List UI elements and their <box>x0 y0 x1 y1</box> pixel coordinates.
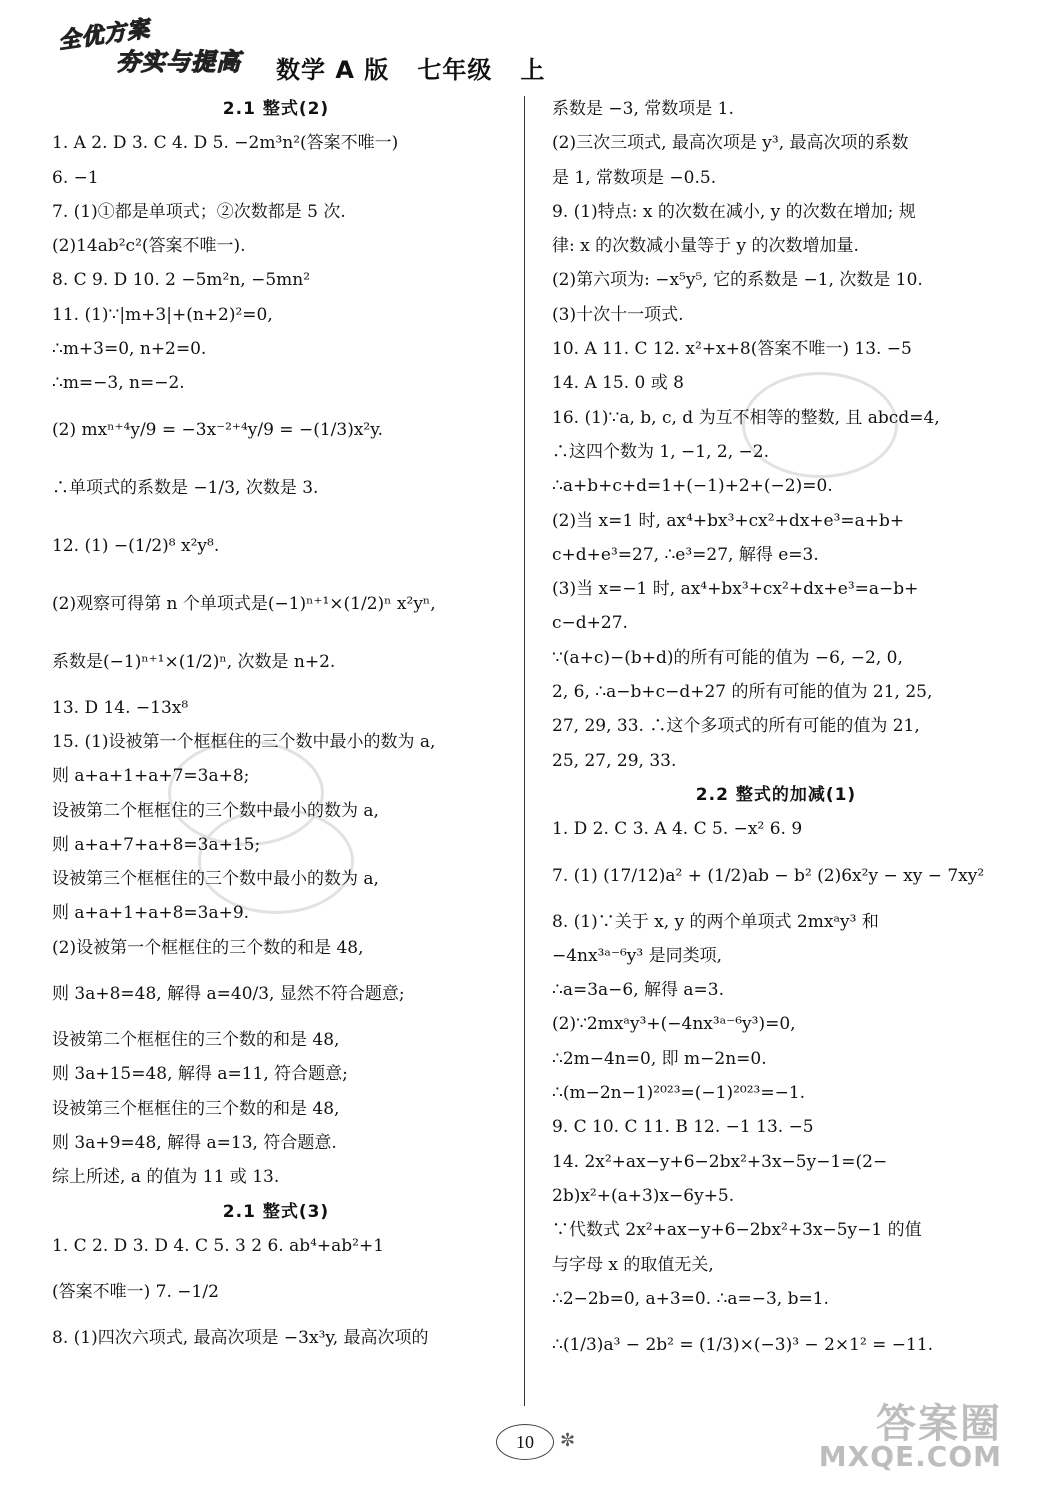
answer-line: c−d+27. <box>552 613 628 634</box>
answer-line: 14. A 15. 0 或 8 <box>552 373 684 394</box>
page-header-title: 数学 A 版 七年级 上 <box>276 56 546 84</box>
answer-line: 16. (1)∵a, b, c, d 为互不相等的整数, 且 abcd=4, <box>552 407 940 428</box>
page-number: 10 <box>496 1424 554 1460</box>
left-answer-column <box>52 92 500 1355</box>
answer-line: ∴单项式的系数是 −1/3, 次数是 3. <box>52 477 319 498</box>
watermark-text: 答案圈 <box>876 1401 1002 1447</box>
section-heading: 2.1 整式(3) <box>222 1201 330 1222</box>
answer-line: 14. 2x²+ax−y+6−2bx²+3x−5y−1=(2− <box>552 1151 888 1172</box>
logo-line-2: 夯实与提高 <box>116 48 241 76</box>
answer-line: 系数是(−1)ⁿ⁺¹×(1/2)ⁿ, 次数是 n+2. <box>52 651 336 672</box>
answer-line: 与字母 x 的取值无关, <box>552 1254 714 1275</box>
answer-line: 2, 6, ∴a−b+c−d+27 的所有可能的值为 21, 25, <box>552 682 933 703</box>
answer-line: 则 3a+15=48, 解得 a=11, 符合题意; <box>52 1064 348 1085</box>
answer-line: ∴(m−2n−1)²⁰²³=(−1)²⁰²³=−1. <box>552 1083 806 1104</box>
answer-line: (3)当 x=−1 时, ax⁴+bx³+cx²+dx+e³=a−b+ <box>552 579 919 600</box>
answer-line: c+d+e³=27, ∴e³=27, 解得 e=3. <box>552 544 819 565</box>
answer-line: (2)∵2mxᵃy³+(−4nx³ᵃ⁻⁶y³)=0, <box>552 1014 796 1035</box>
logo-line-1: 全优方案 <box>56 16 152 55</box>
answer-line: 9. (1)特点: x 的次数在减小, y 的次数在增加; 规 <box>552 201 916 222</box>
answer-line: 1. D 2. C 3. A 4. C 5. −x² 6. 9 <box>552 819 803 840</box>
series-logo <box>50 14 250 76</box>
answer-line: 则 3a+9=48, 解得 a=13, 符合题意. <box>52 1132 337 1153</box>
answer-line: 2b)x²+(a+3)x−6y+5. <box>552 1185 735 1206</box>
site-watermark <box>818 1392 1010 1480</box>
answer-line: (3)十次十一项式. <box>552 304 684 325</box>
answer-line: 15. (1)设被第一个框框住的三个数中最小的数为 a, <box>52 731 436 752</box>
answer-line: 设被第二个框框住的三个数的和是 48, <box>52 1030 340 1051</box>
answer-line: 27, 29, 33. ∴这个多项式的所有可能的值为 21, <box>552 716 920 737</box>
answer-line: ∴这四个数为 1, −1, 2, −2. <box>552 441 769 462</box>
answer-line: ∴m=−3, n=−2. <box>52 373 185 394</box>
answer-line: (2)观察可得第 n 个单项式是(−1)ⁿ⁺¹×(1/2)ⁿ x²yⁿ, <box>52 593 436 614</box>
answer-line: 设被第二个框框住的三个数中最小的数为 a, <box>52 800 379 821</box>
answer-line: 则 a+a+7+a+8=3a+15; <box>52 834 261 855</box>
answer-line: (2)设被第一个框框住的三个数的和是 48, <box>52 937 364 958</box>
answer-line: ∴a=3a−6, 解得 a=3. <box>552 980 725 1001</box>
answer-line: (2)当 x=1 时, ax⁴+bx³+cx²+dx+e³=a+b+ <box>552 510 905 531</box>
column-divider <box>524 96 525 1406</box>
answer-line: 25, 27, 29, 33. <box>552 750 677 771</box>
answer-line: ∴(1/3)a³ − 2b² = (1/3)×(−3)³ − 2×1² = −11. <box>552 1335 934 1356</box>
watermark-url: MXQE.COM <box>818 1440 1002 1473</box>
answer-line: 律: x 的次数减小量等于 y 的次数增加量. <box>552 236 859 257</box>
answer-line: (2)14ab²c²(答案不唯一). <box>52 236 246 257</box>
answer-line: 10. A 11. C 12. x²+x+8(答案不唯一) 13. −5 <box>552 339 912 360</box>
answer-line: (2) mxⁿ⁺⁴y/9 = −3x⁻²⁺⁴y/9 = −(1/3)x²y. <box>52 419 383 440</box>
answer-line: (答案不唯一) 7. −1/2 <box>52 1282 219 1303</box>
answer-line: 11. (1)∵|m+3|+(n+2)²=0, <box>52 304 273 325</box>
answer-line: 系数是 −3, 常数项是 1. <box>552 99 734 119</box>
section-heading: 2.2 整式的加减(1) <box>695 784 857 805</box>
answer-line: 综上所述, a 的值为 11 或 13. <box>52 1167 280 1188</box>
answer-line: ∴m+3=0, n+2=0. <box>52 339 207 360</box>
answer-line: ∴a+b+c+d=1+(−1)+2+(−2)=0. <box>552 476 833 497</box>
answer-line: 1. A 2. D 3. C 4. D 5. −2m³n²(答案不唯一) <box>52 133 399 154</box>
answer-line: 9. C 10. C 11. B 12. −1 13. −5 <box>552 1117 814 1138</box>
answer-line: 13. D 14. −13x⁸ <box>52 697 189 718</box>
answer-line: 7. (1) (17/12)a² + (1/2)ab − b² (2)6x²y − xy − 7xy² <box>552 865 985 886</box>
answer-line: 设被第三个框框住的三个数中最小的数为 a, <box>52 869 379 890</box>
answer-line: 是 1, 常数项是 −0.5. <box>552 167 717 188</box>
answer-line: (2)三次三项式, 最高次项是 y³, 最高次项的系数 <box>552 133 909 154</box>
section-heading: 2.1 整式(2) <box>222 99 330 119</box>
answer-line: 则 a+a+1+a+7=3a+8; <box>52 766 250 787</box>
answer-line: ∴2−2b=0, a+3=0. ∴a=−3, b=1. <box>552 1288 829 1309</box>
answer-line: 6. −1 <box>52 167 99 188</box>
answer-line: 8. C 9. D 10. 2 −5m²n, −5mn² <box>52 270 311 291</box>
answer-line: ∵代数式 2x²+ax−y+6−2bx²+3x−5y−1 的值 <box>552 1220 922 1241</box>
answer-line: 则 3a+8=48, 解得 a=40/3, 显然不符合题意; <box>52 984 405 1005</box>
answer-line: 7. (1)①都是单项式；②次数都是 5 次. <box>52 201 346 222</box>
answer-line: ∵(a+c)−(b+d)的所有可能的值为 −6, −2, 0, <box>552 647 903 668</box>
answer-line: 则 a+a+1+a+8=3a+9. <box>52 903 250 924</box>
right-answer-column <box>552 92 1000 1374</box>
answer-line: 设被第三个框框住的三个数的和是 48, <box>52 1098 340 1119</box>
answer-line: 12. (1) −(1/2)⁸ x²y⁸. <box>52 535 220 556</box>
answer-line: (2)第六项为: −x⁵y⁵, 它的系数是 −1, 次数是 10. <box>552 270 923 291</box>
answer-line: 1. C 2. D 3. D 4. C 5. 3 2 6. ab⁴+ab²+1 <box>52 1235 385 1256</box>
answer-line: −4nx³ᵃ⁻⁶y³ 是同类项, <box>552 945 722 966</box>
answer-line: ∴2m−4n=0, 即 m−2n=0. <box>552 1048 767 1069</box>
palm-decoration-icon: ✼ <box>560 1430 576 1451</box>
page-number-badge <box>496 1424 556 1464</box>
answer-line: 8. (1)四次六项式, 最高次项是 −3x³y, 最高次项的 <box>52 1328 429 1349</box>
answer-line: 8. (1)∵关于 x, y 的两个单项式 2mxᵃy³ 和 <box>552 911 879 932</box>
